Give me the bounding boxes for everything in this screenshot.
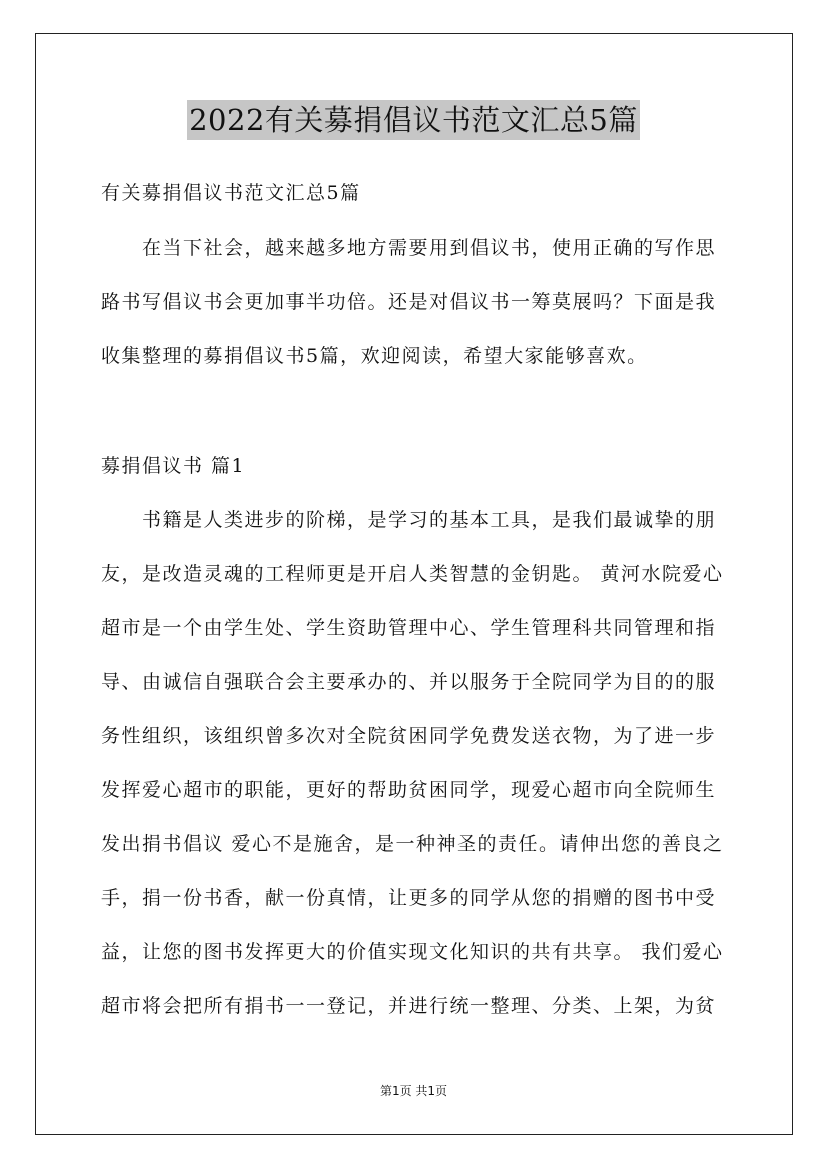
body-line: 手，捐一份书香，献一份真情，让更多的同学从您的捐赠的图书中受 — [101, 887, 717, 909]
body-line: 超市将会把所有捐书一一登记，并进行统一整理、分类、上架，为贫 — [101, 995, 717, 1017]
intro-line: 在当下社会，越来越多地方需要用到倡议书，使用正确的写作思 — [101, 237, 717, 259]
body-line: 书籍是人类进步的阶梯，是学习的基本工具，是我们最诚挚的朋 — [101, 509, 717, 531]
intro-line: 路书写倡议书会更加事半功倍。还是对倡议书一筹莫展吗？下面是我 — [101, 291, 717, 313]
body-line: 务性组织，该组织曾多次对全院贫困同学免费发送衣物，为了进一步 — [101, 725, 717, 747]
body-line: 发出捐书倡议 爱心不是施舍，是一种神圣的责任。请伸出您的善良之 — [101, 833, 724, 855]
body-line: 益，让您的图书发挥更大的价值实现文化知识的共有共享。 我们爱心 — [101, 941, 724, 963]
document-title: 2022有关募捐倡议书范文汇总5篇 — [187, 100, 640, 140]
page-footer: 第1页 共1页 — [379, 1084, 448, 1098]
intro-line: 收集整理的募捐倡议书5篇，欢迎阅读，希望大家能够喜欢。 — [101, 345, 648, 367]
title-container — [0, 100, 827, 140]
body-line: 友，是改造灵魂的工程师更是开启人类智慧的金钥匙。 黄河水院爱心 — [101, 563, 724, 585]
body-line: 超市是一个由学生处、学生资助管理中心、学生管理科共同管理和指 — [101, 617, 717, 639]
body-line: 发挥爱心超市的职能，更好的帮助贫困同学，现爱心超市向全院师生 — [101, 779, 717, 801]
document-subtitle: 有关募捐倡议书范文汇总5篇 — [101, 182, 361, 204]
body-line: 导、由诚信自强联合会主要承办的、并以服务于全院同学为目的的服 — [101, 671, 717, 693]
section-heading: 募捐倡议书 篇1 — [101, 455, 246, 477]
